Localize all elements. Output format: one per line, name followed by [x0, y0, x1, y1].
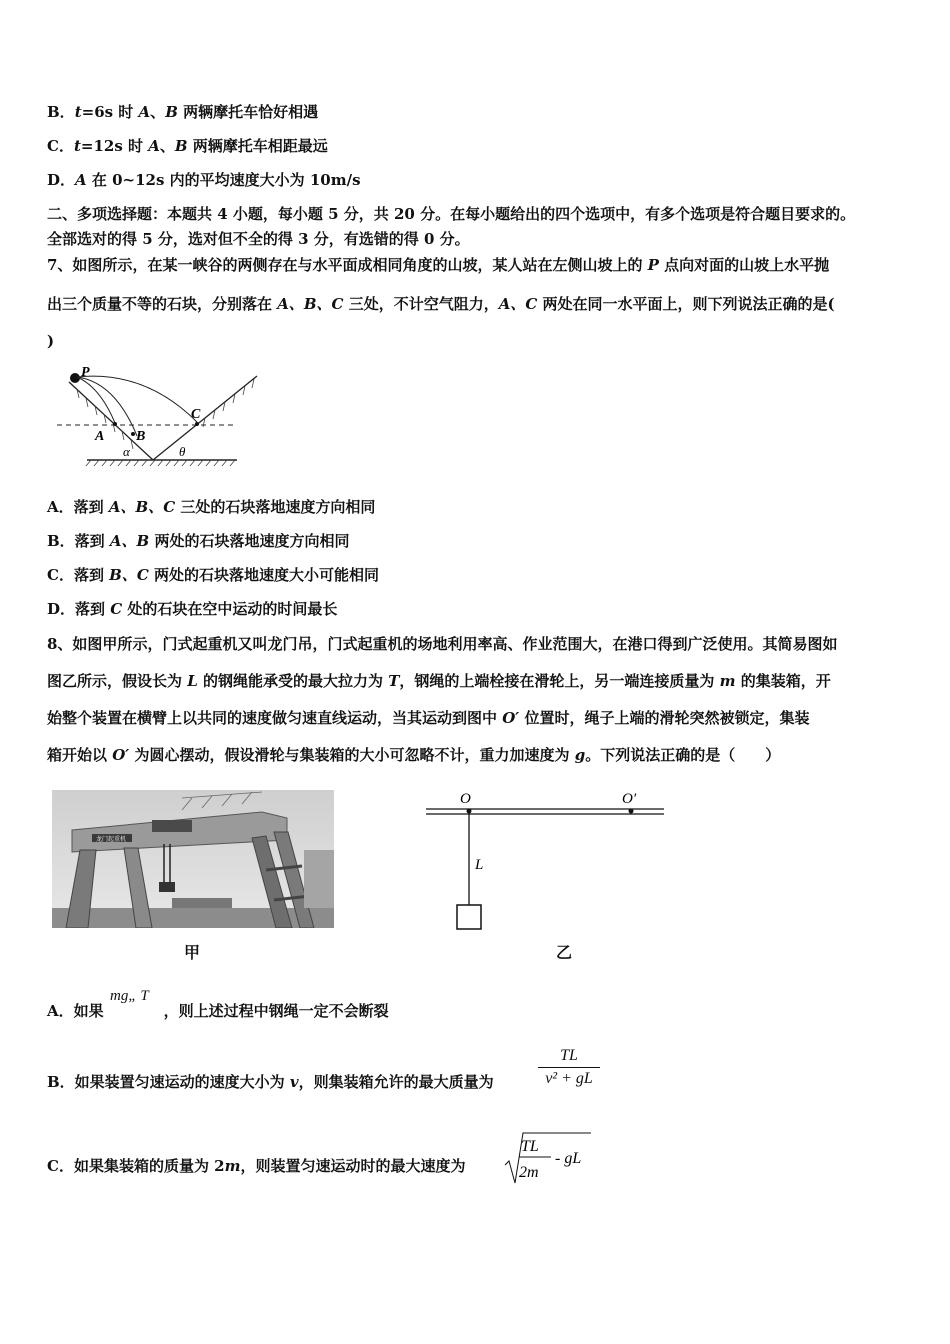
fraction-b-numerator: TL — [560, 1047, 578, 1064]
svg-text:龙门起重机: 龙门起重机 — [96, 836, 127, 843]
q8-option-c: C．如果集装箱的质量为 2m，则装置匀速运动时的最大速度为 — [47, 1157, 466, 1175]
q8-option-a: A．如果 ，则上述过程中钢绳一定不会断裂 — [47, 1002, 389, 1020]
fraction-c-numerator: TL — [521, 1138, 539, 1155]
section2-header-line1: 二、多项选择题：本题共 4 小题，每小题 5 分，共 20 分。在每小题给出的四个选项中，有多个选项是符合题目要求的。 — [47, 205, 856, 223]
q7-option-a: A．落到 A、B、C 三处的石块落地速度方向相同 — [47, 498, 376, 516]
point-a — [113, 422, 117, 426]
right-slope-hatching — [203, 379, 254, 427]
ground-hatching — [86, 460, 235, 466]
label-l: L — [475, 857, 484, 873]
label-theta: θ — [179, 444, 186, 459]
section2-header-line2: 全部选对的得 5 分，选对但不全的得 3 分，有选错的得 0 分。 — [47, 230, 470, 248]
q8-stem-line3: 始整个装置在横臂上以共同的速度做匀速直线运动，当其运动到图中 O′ 位置时，绳子上端的滑轮突然被锁定，集装 — [47, 709, 810, 727]
q7-stem-line2: 出三个质量不等的石块，分别落在 A、B、C 三处，不计空气阻力，A、C 两处在同一水平面上，则下列说法正确的是( — [47, 295, 835, 313]
figure-yi-caption: 乙 — [556, 943, 573, 962]
point-o-prime — [629, 809, 634, 814]
point-c — [195, 422, 199, 426]
sqrt-tail: - gL — [555, 1150, 582, 1167]
q7-stem-line1: 7、如图所示，在某一峡谷的两侧存在与水平面成相同角度的山坡，某人站在左侧山坡上的 P 点向对面的山坡上水平抛 — [47, 256, 830, 274]
q7-option-b: B．落到 A、B 两处的石块落地速度方向相同 — [47, 532, 350, 550]
gantry-crane-photo — [52, 790, 334, 928]
q6-option-b: B．t=6s 时 A、B 两辆摩托车恰好相遇 — [47, 103, 319, 121]
point-b — [131, 432, 135, 436]
q7-stem-line3: ) — [47, 332, 55, 350]
q7-option-d: D．落到 C 处的石块在空中运动的时间最长 — [47, 600, 338, 618]
q6-option-c: C．t=12s 时 A、B 两辆摩托车相距最远 — [47, 137, 328, 155]
q8-stem-line1: 8、如图甲所示，门式起重机又叫龙门吊，门式起重机的场地利用率高、作业范围大，在港口得到广泛使用。其简易图如 — [47, 635, 838, 653]
q6-option-d: D．A 在 0~12s 内的平均速度大小为 10m/s — [47, 171, 361, 189]
label-o-prime: O′ — [622, 791, 637, 807]
q7-option-c: C．落到 B、C 两处的石块落地速度大小可能相同 — [47, 566, 380, 584]
label-b: B — [136, 429, 146, 444]
figure-jia-caption: 甲 — [184, 943, 201, 962]
q7-valley-figure — [55, 362, 265, 470]
q8-stem-line4: 箱开始以 O′ 为圆心摆动，假设滑轮与集装箱的大小可忽略不计，重力加速度为 g。下列说法正确的是（ ） — [47, 746, 781, 764]
fraction-c-denominator: 2m — [519, 1164, 539, 1181]
fraction-b-denominator: v² + gL — [545, 1070, 593, 1087]
trajectory-a — [77, 377, 115, 423]
label-o: O — [460, 791, 471, 807]
label-c: C — [191, 407, 201, 422]
crane-schematic — [422, 785, 672, 935]
hook-icon — [159, 882, 175, 892]
label-p: P — [81, 365, 90, 380]
label-alpha: α — [123, 444, 130, 459]
q8-option-b-fraction — [538, 1047, 600, 1088]
q8-option-b: B．如果装置匀速运动的速度大小为 v，则集装箱允许的最大质量为 — [47, 1073, 494, 1091]
q8-stem-line2: 图乙所示，假设长为 L 的钢绳能承受的最大拉力为 T，钢绳的上端栓接在滑轮上，另一端连接质量为 m 的集装箱，开 — [47, 672, 831, 690]
label-a: A — [95, 429, 105, 444]
point-o — [467, 809, 472, 814]
q8-option-a-expression: mg„ T — [110, 988, 149, 1004]
container-box — [457, 905, 481, 929]
q8-option-c-sqrt — [503, 1129, 593, 1189]
